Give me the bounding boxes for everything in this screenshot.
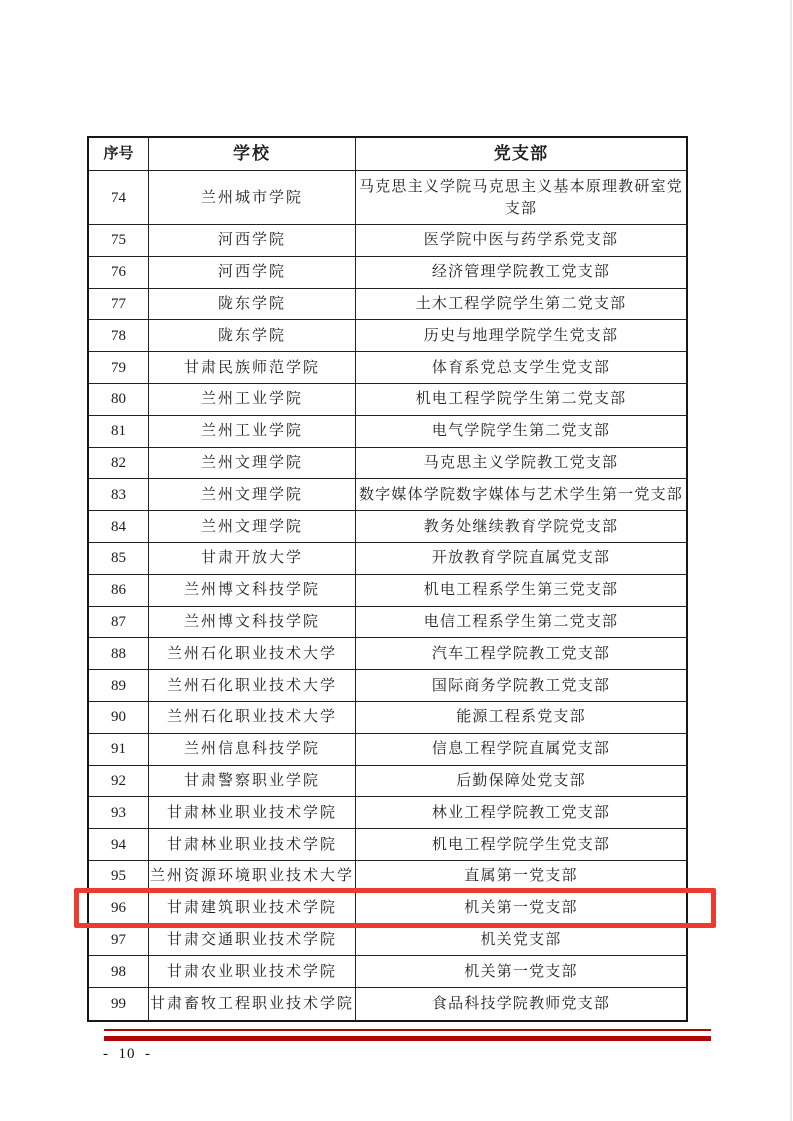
school-cell: 陇东学院 — [149, 320, 356, 351]
row-number-cell: 95 — [89, 861, 149, 892]
table-row — [89, 448, 686, 480]
row-number-cell: 79 — [89, 352, 149, 383]
table-row — [89, 956, 686, 988]
party-branch-cell: 能源工程系党支部 — [456, 709, 586, 726]
school-cell: 陇东学院 — [149, 289, 356, 320]
party-branch-cell: 电信工程系学生第二党支部 — [423, 613, 619, 630]
school-cell: 甘肃民族师范学院 — [149, 352, 356, 383]
table-header-row — [89, 138, 686, 171]
school-cell: 甘肃建筑职业技术学院 — [149, 893, 356, 924]
row-number-cell: 84 — [89, 511, 149, 542]
school-cell: 兰州石化职业技术大学 — [149, 670, 356, 701]
table-row — [89, 734, 686, 766]
table-row — [89, 225, 686, 257]
party-branch-cell: 机电工程系学生第三党支部 — [423, 582, 619, 599]
party-branch-cell: 后勤保障处党支部 — [456, 772, 586, 789]
row-number-cell: 87 — [89, 607, 149, 638]
row-number-cell: 86 — [89, 575, 149, 606]
party-branch-cell: 马克思主义学院教工党支部 — [423, 454, 619, 471]
school-cell: 兰州资源环境职业技术大学 — [149, 861, 356, 892]
party-branch-cell: 机电工程学院学生第二党支部 — [415, 391, 627, 408]
table-row — [89, 543, 686, 575]
row-number-cell: 81 — [89, 416, 149, 447]
school-cell: 兰州文理学院 — [149, 448, 356, 479]
row-number-cell: 92 — [89, 766, 149, 797]
row-number-cell: 75 — [89, 225, 149, 256]
party-branch-cell: 食品科技学院教师党支部 — [431, 996, 611, 1013]
school-cell: 河西学院 — [149, 225, 356, 256]
table-row — [89, 479, 686, 511]
table-row — [89, 352, 686, 384]
party-branch-cell: 直属第一党支部 — [464, 868, 578, 885]
party-branch-cell: 电气学院学生第二党支部 — [431, 423, 611, 440]
row-number-cell: 76 — [89, 257, 149, 288]
party-branch-cell: 汽车工程学院教工党支部 — [431, 645, 611, 662]
row-number-cell: 83 — [89, 479, 149, 510]
row-number-cell: 93 — [89, 797, 149, 828]
table-row — [89, 797, 686, 829]
school-cell: 兰州博文科技学院 — [149, 575, 356, 606]
party-branch-cell: 土木工程学院学生第二党支部 — [415, 295, 627, 312]
row-number-cell: 94 — [89, 829, 149, 860]
party-branch-table — [87, 136, 688, 1022]
table-row — [89, 925, 686, 957]
row-number-cell: 90 — [89, 702, 149, 733]
page-number: - 10 - — [103, 1046, 151, 1062]
school-cell: 甘肃农业职业技术学院 — [149, 956, 356, 987]
party-branch-cell: 经济管理学院教工党支部 — [431, 264, 611, 281]
table-row — [89, 829, 686, 861]
row-number-cell: 97 — [89, 925, 149, 956]
table-row-highlighted — [89, 893, 686, 925]
party-branch-cell: 机电工程学院学生党支部 — [431, 836, 611, 853]
table-row — [89, 988, 686, 1020]
party-branch-cell: 林业工程学院教工党支部 — [431, 804, 611, 821]
header-cell-school: 学校 — [149, 138, 356, 170]
row-number-cell: 80 — [89, 384, 149, 415]
footer-rule-thick — [104, 1036, 711, 1041]
school-cell: 兰州石化职业技术大学 — [149, 702, 356, 733]
party-branch-cell: 机关第一党支部 — [464, 963, 578, 980]
school-cell: 兰州文理学院 — [149, 511, 356, 542]
party-branch-cell: 历史与地理学院学生党支部 — [423, 327, 619, 344]
party-branch-cell: 机关第一党支部 — [464, 900, 578, 917]
row-number-cell: 98 — [89, 956, 149, 987]
school-cell: 甘肃交通职业技术学院 — [149, 925, 356, 956]
school-cell: 甘肃开放大学 — [149, 543, 356, 574]
row-number-cell: 99 — [89, 988, 149, 1020]
school-cell: 甘肃林业职业技术学院 — [149, 829, 356, 860]
row-number-cell: 78 — [89, 320, 149, 351]
table-row — [89, 320, 686, 352]
table-row — [89, 575, 686, 607]
table-row — [89, 511, 686, 543]
school-cell: 兰州文理学院 — [149, 479, 356, 510]
table-row — [89, 384, 686, 416]
school-cell: 兰州石化职业技术大学 — [149, 638, 356, 669]
table-row — [89, 171, 686, 225]
school-cell: 兰州博文科技学院 — [149, 607, 356, 638]
table-row — [89, 289, 686, 321]
row-number-cell: 88 — [89, 638, 149, 669]
school-cell: 甘肃林业职业技术学院 — [149, 797, 356, 828]
footer-rule-thin — [104, 1029, 711, 1031]
table-body — [89, 171, 686, 1020]
party-branch-cell: 机关党支部 — [480, 931, 562, 948]
party-branch-cell: 国际商务学院教工党支部 — [431, 677, 611, 694]
party-branch-cell: 信息工程学院直属党支部 — [431, 741, 611, 758]
table-row — [89, 670, 686, 702]
table-row — [89, 607, 686, 639]
party-branch-cell: 马克思主义学院马克思主义基本原理教研室党支部 — [358, 178, 683, 217]
party-branch-cell: 数字媒体学院数字媒体与艺术学生第一党支部 — [358, 486, 683, 503]
school-cell: 兰州工业学院 — [149, 416, 356, 447]
school-cell: 甘肃畜牧工程职业技术学院 — [149, 988, 356, 1020]
school-cell: 兰州工业学院 — [149, 384, 356, 415]
row-number-cell: 85 — [89, 543, 149, 574]
party-branch-cell: 医学院中医与药学系党支部 — [423, 232, 619, 249]
row-number-cell: 91 — [89, 734, 149, 765]
school-cell: 甘肃警察职业学院 — [149, 766, 356, 797]
table-row — [89, 702, 686, 734]
party-branch-cell: 体育系党总支学生党支部 — [431, 359, 611, 376]
row-number-cell: 77 — [89, 289, 149, 320]
row-number-cell: 74 — [89, 171, 149, 224]
header-cell-number: 序号 — [89, 138, 149, 170]
table-row — [89, 638, 686, 670]
page-scan-edge — [790, 0, 792, 1121]
row-number-cell: 82 — [89, 448, 149, 479]
school-cell: 河西学院 — [149, 257, 356, 288]
row-number-cell: 89 — [89, 670, 149, 701]
row-number-cell: 96 — [89, 893, 149, 924]
table-row — [89, 257, 686, 289]
table-row — [89, 861, 686, 893]
party-branch-cell: 开放教育学院直属党支部 — [431, 550, 611, 567]
table-row — [89, 416, 686, 448]
table-row — [89, 766, 686, 798]
header-cell-branch: 党支部 — [493, 144, 549, 163]
party-branch-cell: 教务处继续教育学院党支部 — [423, 518, 619, 535]
school-cell: 兰州城市学院 — [149, 171, 356, 224]
school-cell: 兰州信息科技学院 — [149, 734, 356, 765]
